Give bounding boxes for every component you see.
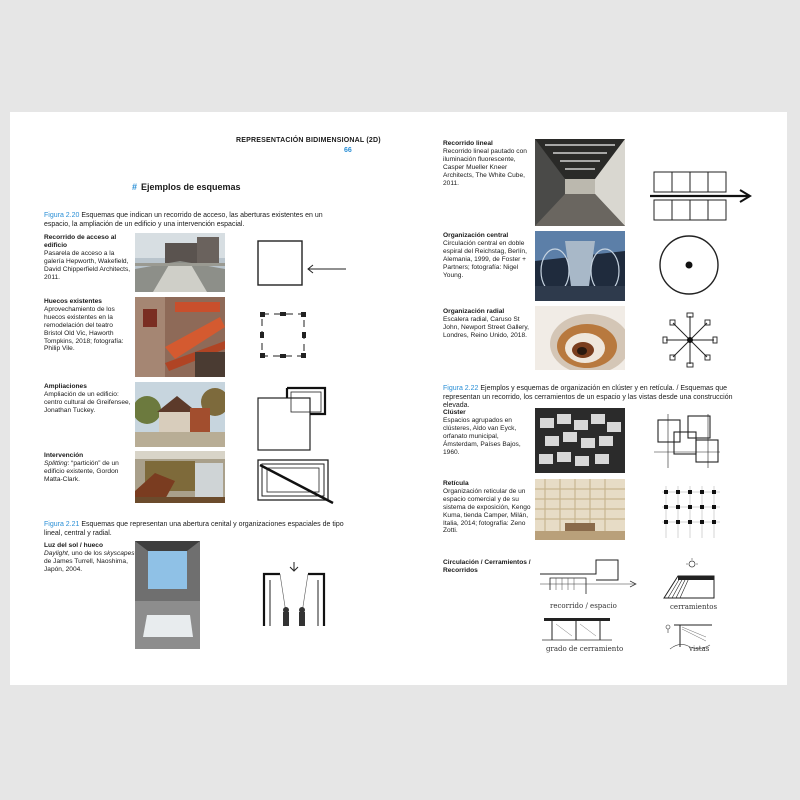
label-recorrido-acceso [44, 234, 132, 281]
hand-label-recorrido: recorrido / espacio [550, 602, 617, 610]
label-circulacion [443, 559, 533, 575]
label-desc: Organización reticular de un espacio comercial y de su sistema de exposición, Kengo Kuma, tienda Camper, Milán, Italia, 2014; fotografía: Zeno Zotti. [443, 487, 531, 535]
label-title: Clúster [443, 409, 466, 416]
page-number: 66 [344, 147, 352, 154]
figure-number: Figura 2.22 [443, 385, 479, 392]
photo-splitting [135, 451, 225, 503]
hand-label-grado: grado de cerramiento [546, 645, 624, 653]
label-title: Organización central [443, 232, 509, 239]
label-title: Huecos existentes [44, 298, 102, 305]
figure-2-21-caption [44, 521, 344, 538]
photo-radial-stair [535, 306, 625, 370]
sketch-extension [255, 384, 330, 459]
photo-reichstag [535, 231, 625, 301]
label-title: Organización radial [443, 308, 505, 315]
photo-bristol-old-vic [135, 297, 225, 377]
caption-text: Ejemplos y esquemas de organización en clúster y en retícula. / Esquemas que representan un recorrido, los cerramientos de un espacio y las vistas desde una construcción elevada. [443, 385, 733, 410]
caption-text: Esquemas que indican un recorrido de acceso, las aberturas existentes en un espacio, la ampliación de un edificio y una intervención espacial. [44, 212, 323, 228]
caption-text: Esquemas que representan una abertura cenital y organizaciones espaciales de tipo lineal, central y radial. [44, 521, 344, 537]
label-title: Luz del sol / hueco [44, 542, 103, 549]
label-huecos-existentes [44, 298, 132, 353]
sketch-intervention [255, 457, 335, 510]
label-cluster [443, 409, 533, 456]
sketch-grid [660, 484, 722, 545]
label-title: Ampliaciones [44, 383, 87, 390]
section-title-text: Ejemplos de esquemas [141, 182, 241, 192]
label-desc: Ampliación de un edificio: centro cultural de Greifensee, Jonathan Tuckey. [44, 390, 131, 414]
section-title [132, 182, 241, 192]
photo-orphanage-cluster [535, 408, 625, 473]
label-desc: Daylight, uno de los skyscapes de James Turrell, Naoshima, Japón, 2004. [44, 549, 135, 573]
hand-label-vistas: vistas [689, 645, 710, 653]
sketch-skylight [260, 560, 330, 635]
label-title: Recorrido lineal [443, 140, 493, 147]
label-luz-del-sol [44, 542, 136, 574]
photo-turrell-skyspace [135, 541, 200, 649]
label-desc: Escalera radial, Caruso St John, Newport Street Gallery, Londres, Reino Unido, 2018. [443, 315, 529, 339]
hand-label-cerramientos: cerramientos [670, 603, 718, 611]
label-recorrido-lineal [443, 140, 533, 187]
figure-number: Figura 2.21 [44, 521, 80, 528]
label-organizacion-radial [443, 308, 533, 340]
figure-2-20-caption [44, 212, 344, 229]
label-organizacion-central [443, 232, 533, 279]
figure-number: Figura 2.20 [44, 212, 80, 219]
sketch-cluster [652, 412, 722, 475]
sketch-central-organization [657, 233, 721, 302]
sketch-enclosure-degree [540, 614, 615, 649]
label-title: Retícula [443, 480, 469, 487]
photo-greifensee [135, 382, 225, 447]
figure-2-22-caption [443, 385, 743, 411]
label-reticula [443, 480, 535, 535]
label-title: Circulación / Cerramientos / Recorridos [443, 559, 531, 574]
label-desc [44, 460, 132, 484]
label-desc-rest: : “partición” de un edificio existente, Gordon Matta-Clark. [44, 459, 119, 483]
photo-white-cube-corridor [535, 139, 625, 226]
sketch-access-path [250, 237, 350, 302]
sketch-radial-organization [662, 312, 718, 373]
label-ampliaciones [44, 383, 132, 415]
label-desc: Recorrido lineal pautado con iluminación fluorescente, Casper Mueller Kneer Architects, The White Cube, 2011. [443, 147, 527, 187]
label-desc: Pasarela de acceso a la galería Hepworth, Wakefield, David Chipperfield Architects, 2011. [44, 249, 131, 281]
label-desc: Aprovechamiento de los huecos existentes en la remodelación del teatro Bristol Old Vic, Haworth Tompkins, 2018; fotografía: Philip Vile. [44, 305, 124, 353]
label-desc: Circulación central en doble espiral del Reichstag, Berlín, Alemania, 1999, de Foster + Partners; fotografía: Nigel Young. [443, 239, 527, 279]
label-desc-italic: Splitting [44, 459, 68, 467]
label-intervencion [44, 452, 132, 484]
section-hash: # [132, 182, 138, 192]
sketch-circulation-path [536, 554, 646, 605]
label-title: Intervención [44, 452, 84, 459]
photo-hepworth-walkway [135, 233, 225, 292]
book-spread [10, 112, 787, 685]
sketch-linear-path [650, 170, 755, 227]
photo-camper-store [535, 479, 625, 540]
label-title: Recorrido de acceso al edificio [44, 234, 117, 249]
running-header: REPRESENTACIÓN BIDIMENSIONAL (2D) [236, 137, 381, 144]
sketch-existing-openings [258, 310, 308, 367]
sketch-enclosures [658, 558, 718, 607]
label-desc: Espacios agrupados en clústeres, Aldo van Eyck, orfanato municipal, Ámsterdam, Países Bajos, 1960. [443, 416, 521, 456]
